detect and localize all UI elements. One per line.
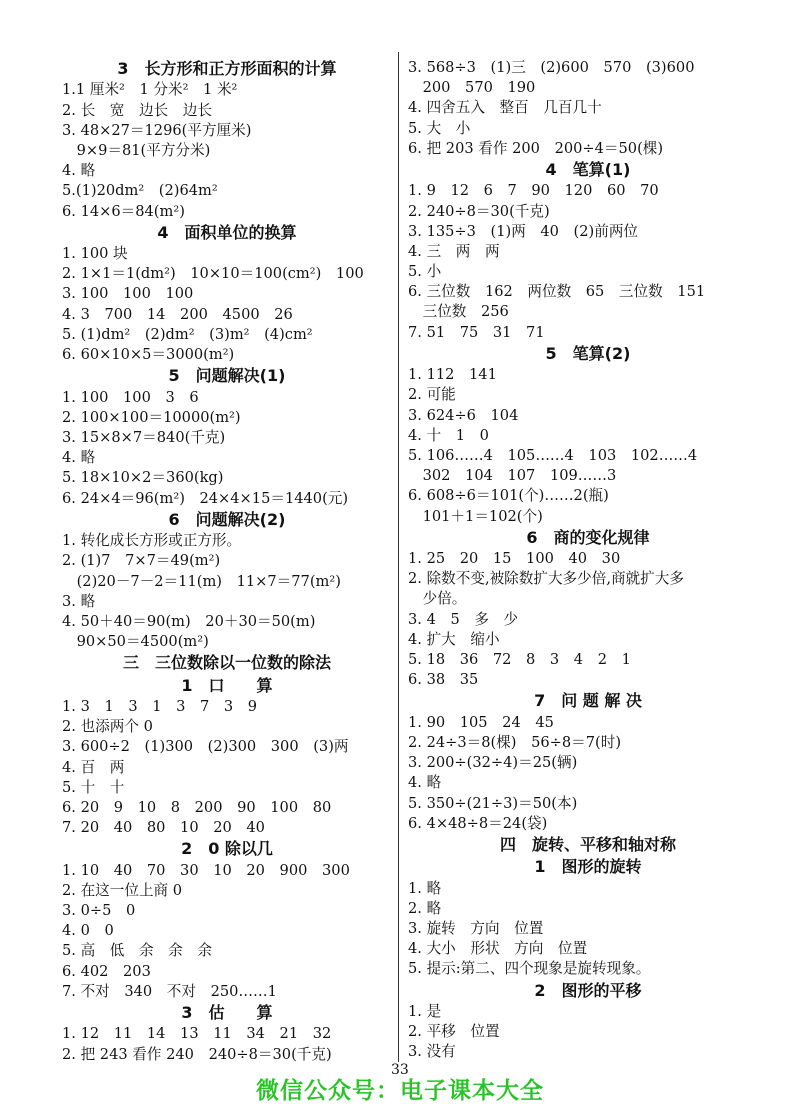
answer-line: (2)20－7－2＝11(m) 11×7＝77(m²) — [62, 572, 341, 590]
answer-line: 1. 9 12 6 7 90 120 60 70 — [408, 182, 659, 200]
answer-line: 1.1 厘米² 1 分米² 1 米² — [62, 81, 238, 99]
section-heading: 3 长方形和正方形面积的计算 — [117, 59, 337, 78]
answer-line: 1. 是 — [408, 1003, 442, 1021]
answer-line: 6. 把 203 看作 200 200÷4＝50(棵) — [408, 139, 664, 157]
answer-line: 3. 15×8×7＝840(千克) — [62, 428, 226, 446]
answer-line: 2. (1)7 7×7＝49(m²) — [62, 552, 221, 570]
answer-line: 1. 3 1 3 1 3 7 3 9 — [62, 698, 257, 716]
answer-line: 2. 平移 位置 — [408, 1023, 500, 1041]
answer-line: 三位数 256 — [408, 303, 509, 321]
answer-line: 1. 转化成长方形或正方形。 — [62, 532, 242, 550]
section-heading: 7 问 题 解 决 — [534, 691, 642, 711]
answer-line: 200 570 190 — [408, 79, 536, 97]
answer-line: 2. 也添两个 0 — [62, 718, 153, 736]
answer-line: 4. 百 两 — [62, 758, 125, 776]
answer-line: 1. 10 40 70 30 10 20 900 300 — [62, 861, 350, 879]
answer-line: 4. 略 — [408, 774, 442, 792]
answer-line: 3. 48×27＝1296(平方厘米) — [62, 121, 252, 139]
answer-line: 5. 十 十 — [62, 778, 125, 796]
answer-line: 2. 除数不变,被除数扩大多少倍,商就扩大多 — [408, 570, 684, 588]
answer-line: 3. 200÷(32÷4)＝25(辆) — [408, 754, 578, 772]
answer-line: 3. 568÷3 (1)三 (2)600 570 (3)600 — [408, 59, 695, 76]
answer-line: 1. 100 块 — [62, 245, 128, 263]
answer-line: 3. 100 100 100 — [62, 285, 194, 303]
answer-line: 3. 略 — [62, 592, 96, 610]
answer-line: 3. 4 5 多 少 — [408, 610, 519, 628]
answer-line: 4. 三 两 两 — [408, 242, 500, 260]
answer-line: 4. 扩大 缩小 — [408, 630, 500, 648]
answer-line: 7. 不对 340 不对 250……1 — [62, 982, 277, 1000]
section-heading: 2 图形的平移 — [534, 980, 642, 1000]
answer-line: 5. 大 小 — [408, 119, 471, 137]
section-heading: 1 图形的旋转 — [534, 857, 642, 877]
answer-line: 7. 20 40 80 10 20 40 — [62, 819, 265, 837]
column-divider — [398, 52, 399, 1062]
answer-line: 3. 没有 — [408, 1043, 456, 1061]
section-heading: 4 笔算(1) — [545, 159, 631, 179]
section-heading: 三 三位数除以一位数的除法 — [122, 653, 331, 673]
answer-line: 5. 18 36 72 8 3 4 2 1 — [408, 651, 631, 669]
answer-line: 2. 长 宽 边长 边长 — [62, 101, 212, 119]
answer-line: 5. 350÷(21÷3)＝50(本) — [408, 794, 578, 812]
section-heading: 5 问题解决(1) — [168, 366, 286, 386]
answer-line: 6. 608÷6＝101(个)……2(瓶) — [408, 487, 609, 505]
answer-line: 3. 624÷6 104 — [408, 406, 519, 424]
answer-line: 1. 25 20 15 100 40 30 — [408, 550, 621, 568]
answer-line: 6. 402 203 — [62, 962, 151, 980]
answer-line: 1. 90 105 24 45 — [408, 713, 554, 731]
answer-line: 2. 略 — [408, 899, 442, 917]
answer-line: 4. 略 — [62, 449, 96, 467]
section-heading: 6 商的变化规律 — [526, 527, 650, 547]
answer-line: 5. 小 — [408, 263, 442, 281]
right-column — [408, 58, 768, 1063]
answer-line: 5. 18×10×2＝360(kg) — [62, 469, 224, 487]
answer-line: 6. 14×6＝84(m²) — [62, 202, 185, 220]
answer-line: 5. 提示:第二、四个现象是旋转现象。 — [408, 960, 651, 978]
answer-line: 90×50＝4500(m²) — [62, 633, 209, 651]
answer-line: 6. 三位数 162 两位数 65 三位数 151 — [408, 283, 706, 301]
answer-line: 1. 略 — [408, 879, 442, 897]
footer-watermark: 微信公众号：电子课本大全 — [256, 1078, 544, 1104]
answer-line: 101＋1＝102(个) — [408, 507, 543, 525]
left-column — [62, 58, 392, 1065]
section-heading: 3 估 算 — [181, 1003, 273, 1023]
answer-line: 9×9＝81(平方分米) — [62, 141, 211, 159]
section-heading: 4 面积单位的换算 — [157, 222, 297, 242]
answer-line: 5.(1)20dm² (2)64m² — [62, 182, 218, 200]
section-heading: 5 笔算(2) — [545, 343, 631, 363]
answer-line: 3. 600÷2 (1)300 (2)300 300 (3)两 — [62, 738, 349, 756]
answer-line: 4. 十 1 0 — [408, 426, 489, 444]
answer-line: 7. 51 75 31 71 — [408, 323, 545, 341]
section-heading: 四 旋转、平移和轴对称 — [499, 834, 676, 854]
answer-line: 5. 高 低 余 余 余 — [62, 942, 212, 960]
answer-line: 4. 略 — [62, 162, 96, 180]
answer-line: 少倍。 — [408, 590, 467, 608]
answer-line: 6. 38 35 — [408, 671, 479, 689]
answer-line: 3. 旋转 方向 位置 — [408, 920, 544, 938]
answer-line: 4. 3 700 14 200 4500 26 — [62, 305, 293, 323]
answer-line: 1. 12 11 14 13 11 34 21 32 — [62, 1025, 332, 1043]
answer-line: 2. 1×1＝1(dm²) 10×10＝100(cm²) 100 — [62, 265, 364, 283]
answer-line: 4. 四舍五入 整百 几百几十 — [408, 99, 602, 117]
answer-line: 5. 106……4 105……4 103 102……4 — [408, 446, 698, 464]
answer-line: 1. 100 100 3 6 — [62, 388, 199, 406]
answer-line: 2. 100×100＝10000(m²) — [62, 408, 241, 426]
answer-line: 2. 24÷3＝8(棵) 56÷8＝7(时) — [408, 734, 622, 751]
answer-line: 6. 4×48÷8＝24(袋) — [408, 814, 548, 832]
answer-line: 6. 20 9 10 8 200 90 100 80 — [62, 798, 332, 816]
answer-line: 2. 240÷8＝30(千克) — [408, 202, 550, 220]
answer-line: 4. 大小 形状 方向 位置 — [408, 940, 588, 958]
page-number: 33 — [391, 1062, 409, 1078]
answer-line: 6. 24×4＝96(m²) 24×4×15＝1440(元) — [62, 489, 349, 507]
section-heading: 2 0 除以几 — [181, 839, 273, 859]
answer-line: 4. 0 0 — [62, 922, 114, 940]
answer-line: 4. 50＋40＝90(m) 20＋30＝50(m) — [62, 612, 316, 630]
answer-line: 302 104 107 109……3 — [408, 467, 617, 485]
section-heading: 6 问题解决(2) — [168, 509, 286, 529]
answer-line: 5. (1)dm² (2)dm² (3)m² (4)cm² — [62, 325, 313, 343]
answer-line: 6. 60×10×5＝3000(m²) — [62, 346, 235, 364]
answer-line: 3. 135÷3 (1)两 40 (2)前两位 — [408, 222, 639, 240]
answer-line: 3. 0÷5 0 — [62, 902, 136, 920]
answer-line: 2. 在这一位上商 0 — [62, 881, 183, 899]
section-heading: 1 口 算 — [181, 675, 273, 695]
answer-line: 1. 112 141 — [408, 366, 497, 384]
answer-line: 2. 把 243 看作 240 240÷8＝30(千克) — [62, 1045, 332, 1063]
answer-line: 2. 可能 — [408, 386, 456, 404]
